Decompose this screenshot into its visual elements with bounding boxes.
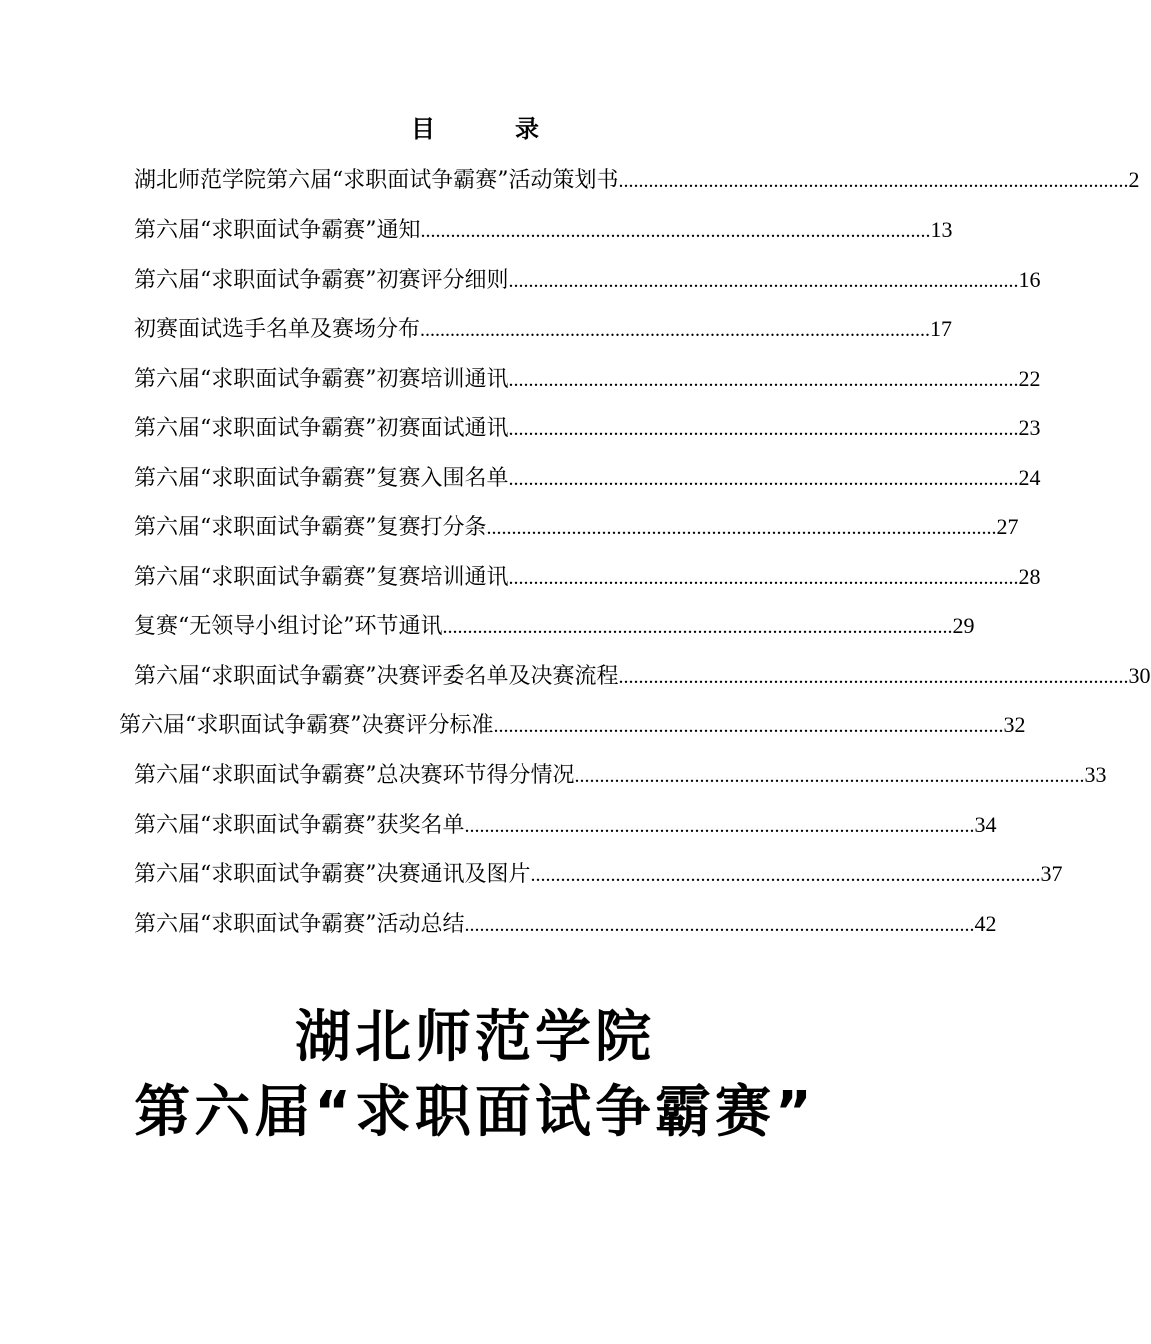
toc-entry-page: 13 <box>930 217 953 242</box>
toc-leader-dots: ...................................................................................................... <box>508 468 1019 490</box>
toc-entry-text: 第六届“求职面试争霸赛”决赛通讯及图片 <box>134 862 531 887</box>
toc-entry-text: 第六届“求职面试争霸赛”复赛入围名单 <box>134 466 509 491</box>
toc-leader-dots: ...................................................................................................... <box>420 319 931 341</box>
toc-entry-page: 37 <box>1040 861 1063 886</box>
toc-entry[interactable] <box>134 160 1140 200</box>
toc-entry-text: 第六届“求职面试争霸赛”复赛打分条 <box>134 515 487 540</box>
cover-title-event: 第六届“求职面试争霸赛” <box>134 1080 816 1145</box>
toc-entry[interactable] <box>134 260 1041 300</box>
toc-entry[interactable] <box>134 805 997 845</box>
toc-entry-text: 初赛面试选手名单及赛场分布 <box>134 317 421 342</box>
toc-entry[interactable] <box>134 606 975 646</box>
toc-entry-text: 第六届“求职面试争霸赛”活动总结 <box>134 912 465 937</box>
toc-entry-text: 湖北师范学院第六届“求职面试争霸赛”活动策划书 <box>134 168 619 193</box>
toc-leader-dots: ...................................................................................................... <box>618 170 1129 192</box>
toc-entry-text: 第六届“求职面试争霸赛”总决赛环节得分情况 <box>134 763 575 788</box>
toc-entry-text: 第六届“求职面试争霸赛”获奖名单 <box>134 813 465 838</box>
toc-entry-page: 42 <box>974 911 997 936</box>
toc-entry-page: 23 <box>1018 415 1041 440</box>
toc-entry-page: 30 <box>1128 663 1151 688</box>
toc-leader-dots: ...................................................................................................... <box>464 815 975 837</box>
toc-entry[interactable] <box>134 656 1151 696</box>
toc-leader-dots: ...................................................................................................... <box>508 369 1019 391</box>
toc-leader-dots: ...................................................................................................... <box>574 765 1085 787</box>
toc-entry[interactable] <box>134 408 1041 448</box>
toc-entry-text: 第六届“求职面试争霸赛”通知 <box>134 218 421 243</box>
toc-entry-text: 第六届“求职面试争霸赛”初赛评分细则 <box>134 268 509 293</box>
toc-leader-dots: ...................................................................................................... <box>464 914 975 936</box>
toc-leader-dots: ...................................................................................................... <box>508 270 1019 292</box>
toc-entry-text: 第六届“求职面试争霸赛”初赛培训通讯 <box>134 367 509 392</box>
toc-entry[interactable] <box>134 755 1107 795</box>
toc-leader-dots: ...................................................................................................... <box>508 567 1019 589</box>
toc-entry-page: 17 <box>930 316 953 341</box>
toc-leader-dots: ...................................................................................................... <box>530 864 1041 886</box>
cover-title-institution: 湖北师范学院 <box>295 1005 655 1070</box>
toc-entry[interactable] <box>134 854 1063 894</box>
toc-entry[interactable] <box>134 210 953 250</box>
toc-entry[interactable] <box>134 458 1041 498</box>
toc-entry-page: 28 <box>1018 564 1041 589</box>
toc-entry-text: 第六届“求职面试争霸赛”初赛面试通讯 <box>134 416 509 441</box>
toc-entry-page: 32 <box>1003 712 1026 737</box>
toc-entry[interactable] <box>134 904 997 944</box>
toc-entry-page: 24 <box>1018 465 1041 490</box>
toc-entry-page: 34 <box>974 812 997 837</box>
toc-entry[interactable] <box>119 705 1026 745</box>
toc-entry-page: 33 <box>1084 762 1107 787</box>
toc-leader-dots: ...................................................................................................... <box>486 517 997 539</box>
toc-entry-page: 16 <box>1018 267 1041 292</box>
toc-entry[interactable] <box>134 507 1019 547</box>
toc-entry-text: 第六届“求职面试争霸赛”决赛评委名单及决赛流程 <box>134 664 619 689</box>
toc-entry-text: 第六届“求职面试争霸赛”复赛培训通讯 <box>134 565 509 590</box>
toc-entry[interactable] <box>134 557 1041 597</box>
toc-leader-dots: ...................................................................................................... <box>442 616 953 638</box>
toc-entry-text: 复赛“无领导小组讨论”环节通讯 <box>134 614 443 639</box>
toc-entry[interactable] <box>134 309 953 349</box>
toc-entry-page: 2 <box>1128 167 1140 192</box>
toc-entry-page: 27 <box>996 514 1019 539</box>
toc-entry-text: 第六届“求职面试争霸赛”决赛评分标准 <box>119 713 494 738</box>
toc-entry[interactable] <box>134 359 1041 399</box>
toc-entry-page: 22 <box>1018 366 1041 391</box>
toc-entry-page: 29 <box>952 613 975 638</box>
toc-leader-dots: ...................................................................................................... <box>420 220 931 242</box>
toc-leader-dots: ...................................................................................................... <box>618 666 1129 688</box>
toc-leader-dots: ...................................................................................................... <box>493 715 1004 737</box>
toc-title: 目 录 <box>411 114 567 143</box>
toc-leader-dots: ...................................................................................................... <box>508 418 1019 440</box>
